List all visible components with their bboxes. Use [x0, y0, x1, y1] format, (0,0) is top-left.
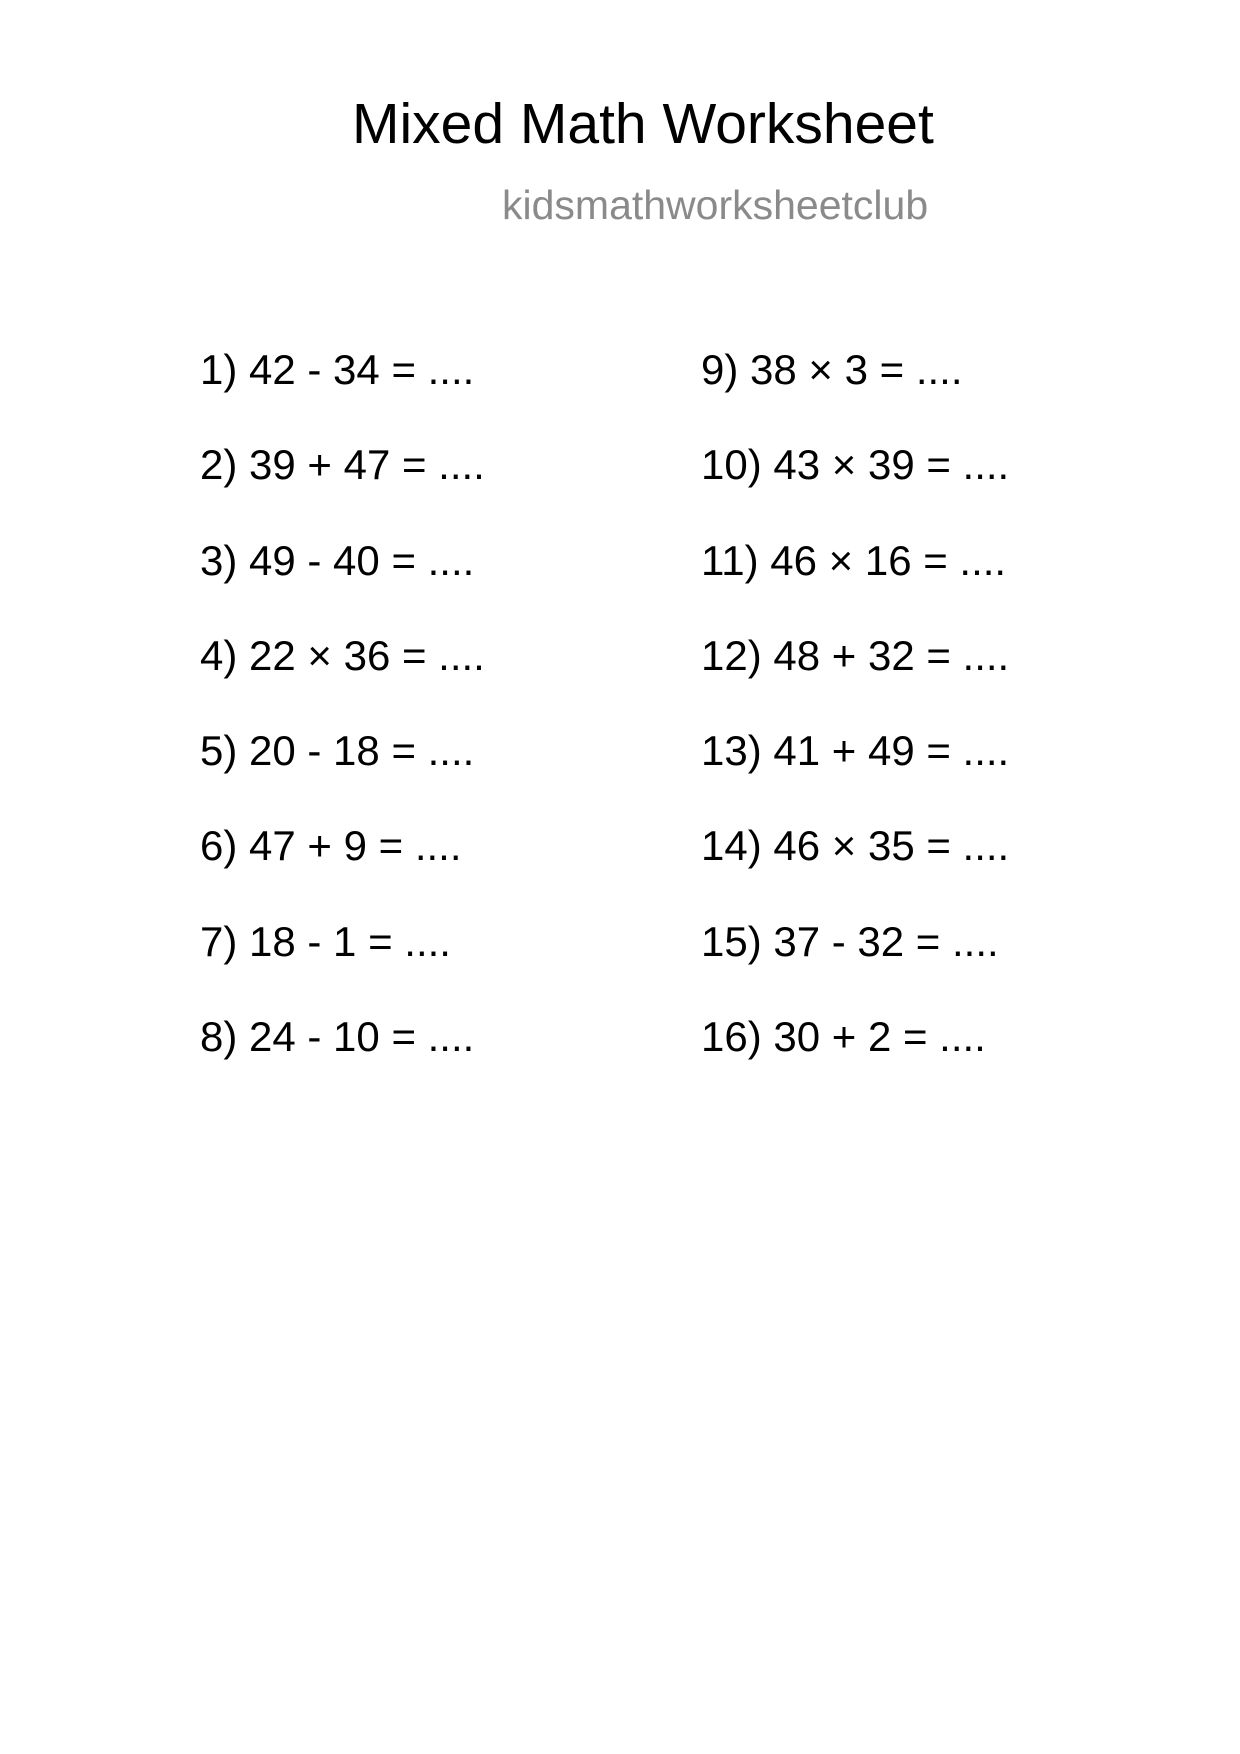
worksheet-subtitle: kidsmathworksheetclub: [502, 182, 929, 228]
problem-5: 5) 20 - 18 = ....: [200, 727, 475, 775]
worksheet-title: Mixed Math Worksheet: [352, 92, 934, 156]
problem-2: 2) 39 + 47 = ....: [200, 441, 485, 489]
problem-10: 10) 43 × 39 = ....: [701, 441, 1010, 489]
problem-9: 9) 38 × 3 = ....: [701, 346, 963, 393]
problem-8: 8) 24 - 10 = ....: [200, 1013, 475, 1061]
problem-1: 1) 42 - 34 = ....: [200, 346, 475, 393]
problem-7: 7) 18 - 1 = ....: [200, 917, 451, 965]
problem-16: 16) 30 + 2 = ....: [701, 1013, 986, 1061]
problem-11: 11) 46 × 16 = ....: [701, 536, 1007, 584]
problem-15: 15) 37 - 32 = ....: [701, 917, 999, 965]
problems-column-left: [200, 346, 485, 1111]
problem-3: 3) 49 - 40 = ....: [200, 536, 475, 584]
problem-14: 14) 46 × 35 = ....: [701, 822, 1010, 870]
problems-column-right: [701, 346, 1010, 1111]
problem-12: 12) 48 + 32 = ....: [701, 631, 1010, 679]
problem-13: 13) 41 + 49 = ....: [701, 727, 1010, 775]
problem-6: 6) 47 + 9 = ....: [200, 822, 462, 870]
problem-4: 4) 22 × 36 = ....: [200, 631, 485, 679]
